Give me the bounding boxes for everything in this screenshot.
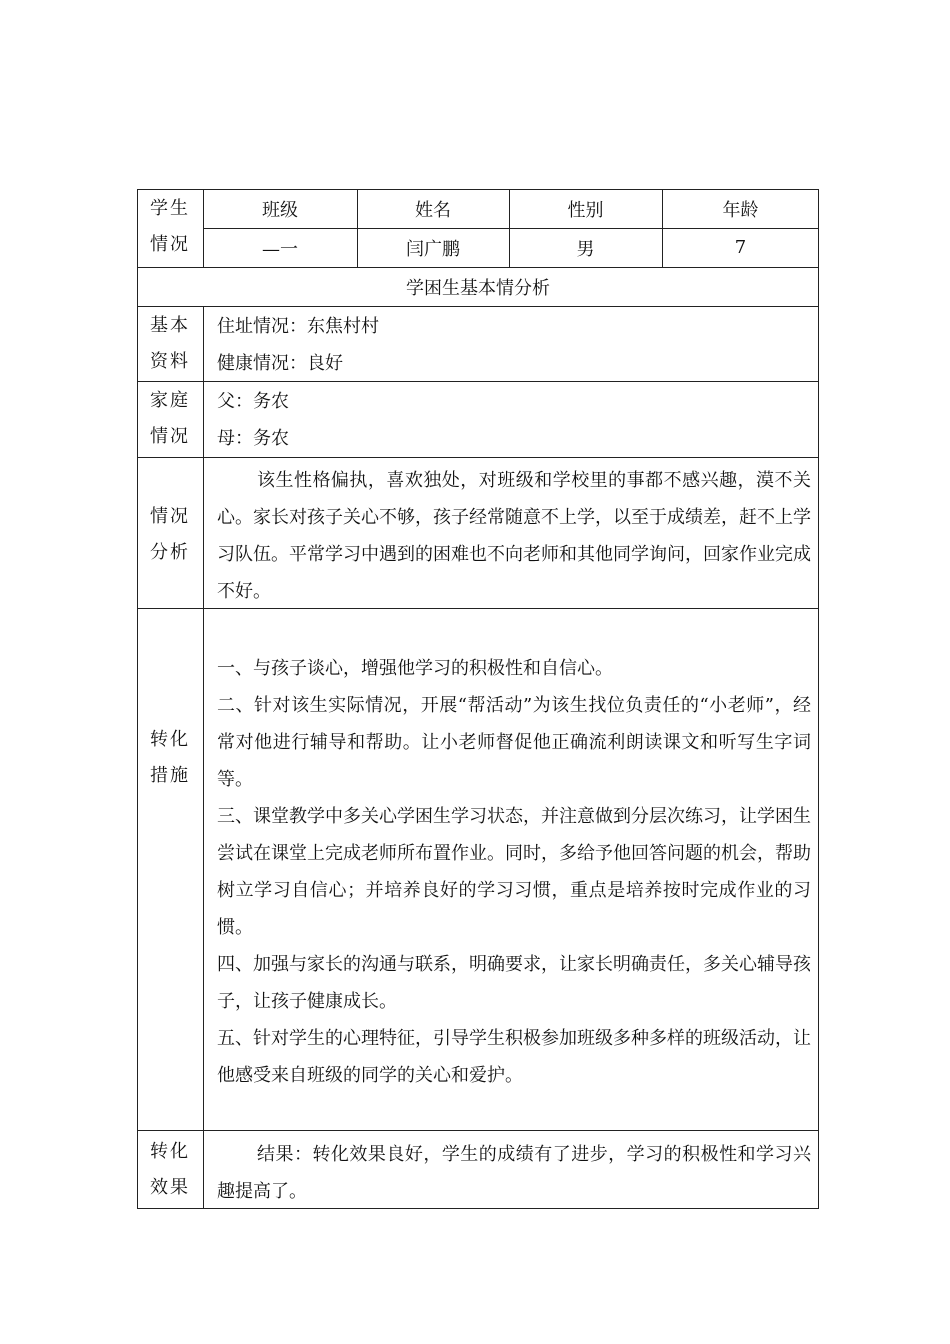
effect-text: [217, 1136, 811, 1210]
family-info-text: [217, 383, 811, 457]
header-gender: 性别: [567, 199, 604, 221]
label-line: 分析: [150, 542, 190, 563]
father-line: 父：务农: [217, 391, 289, 412]
label-line: 学生: [150, 198, 190, 219]
measure-item: 三、课堂教学中多关心学困生学习状态，并注意做到分层次练习，让学困生尝试在课堂上完成老师所布置作业。同时，多给予他回答问题的机会，帮助树立学习自信心；并培养良好的学习习惯，重点是培养按时完成作业的习惯。: [217, 806, 811, 938]
effect-paragraph: 结果：转化效果良好，学生的成绩有了进步，学习的积极性和学习兴趣提高了。: [217, 1144, 811, 1202]
family-info-label: [137, 383, 203, 455]
grid-line: [203, 306, 204, 1209]
label-line: 情况: [150, 426, 190, 447]
student-section-label: [137, 191, 203, 263]
analysis-title: 学困生基本情分析: [406, 277, 550, 299]
label-line: 家庭: [150, 390, 190, 411]
situation-paragraph: 该生性格偏执，喜欢独处，对班级和学校里的事都不感兴趣，漠不关心。家长对孩子关心不够，孩子经常随意不上学，以至于成绩差，赶不上学习队伍。平常学习中遇到的困难也不向老师和其他同学询问，回家作业完成不好。: [217, 470, 811, 602]
measures-text: [217, 650, 811, 1094]
grid-line: [137, 306, 819, 307]
header-name: 姓名: [415, 199, 451, 221]
grid-line: [137, 457, 819, 458]
measure-item: 五、针对学生的心理特征，引导学生积极参加班级多种多样的班级活动，让他感受来自班级的同学的关心和爱护。: [217, 1028, 811, 1086]
value-class: —一: [262, 238, 298, 260]
value-age: 7: [734, 237, 747, 258]
effect-label: [137, 1134, 203, 1206]
measure-item: 四、加强与家长的沟通与联系，明确要求，让家长明确责任，多关心辅导孩子，让孩子健康成长。: [217, 954, 811, 1012]
label-line: 基本: [150, 315, 190, 336]
situation-analysis-text: [217, 462, 811, 610]
label-line: 转化: [150, 1141, 190, 1162]
student-form-table: [137, 189, 819, 1209]
measure-item: 一、与孩子谈心，增强他学习的积极性和自信心。: [217, 658, 613, 679]
header-class: 班级: [262, 199, 298, 221]
address-line: 住址情况：东焦村村: [217, 316, 379, 337]
measures-label: [137, 722, 203, 794]
basic-info-text: [217, 308, 811, 382]
header-age: 年龄: [722, 199, 759, 221]
situation-analysis-label: [137, 499, 203, 571]
grid-line: [137, 1130, 819, 1131]
label-line: 情况: [150, 506, 190, 527]
label-line: 资料: [150, 351, 190, 372]
measure-item: 二、针对该生实际情况，开展“帮活动”为该生找位负责任的“小老师”，经常对他进行辅导和帮助。让小老师督促他正确流利朗读课文和听写生字词等。: [217, 695, 811, 790]
label-line: 效果: [150, 1177, 190, 1198]
table-border-right: [818, 189, 819, 1209]
label-line: 转化: [150, 729, 190, 750]
health-line: 健康情况：良好: [217, 353, 343, 374]
value-name: 闫广鹏: [406, 238, 460, 260]
label-line: 情况: [150, 234, 190, 255]
basic-info-label: [137, 308, 203, 380]
mother-line: 母：务农: [217, 428, 289, 449]
value-gender: 男: [576, 238, 595, 260]
label-line: 措施: [150, 765, 190, 786]
